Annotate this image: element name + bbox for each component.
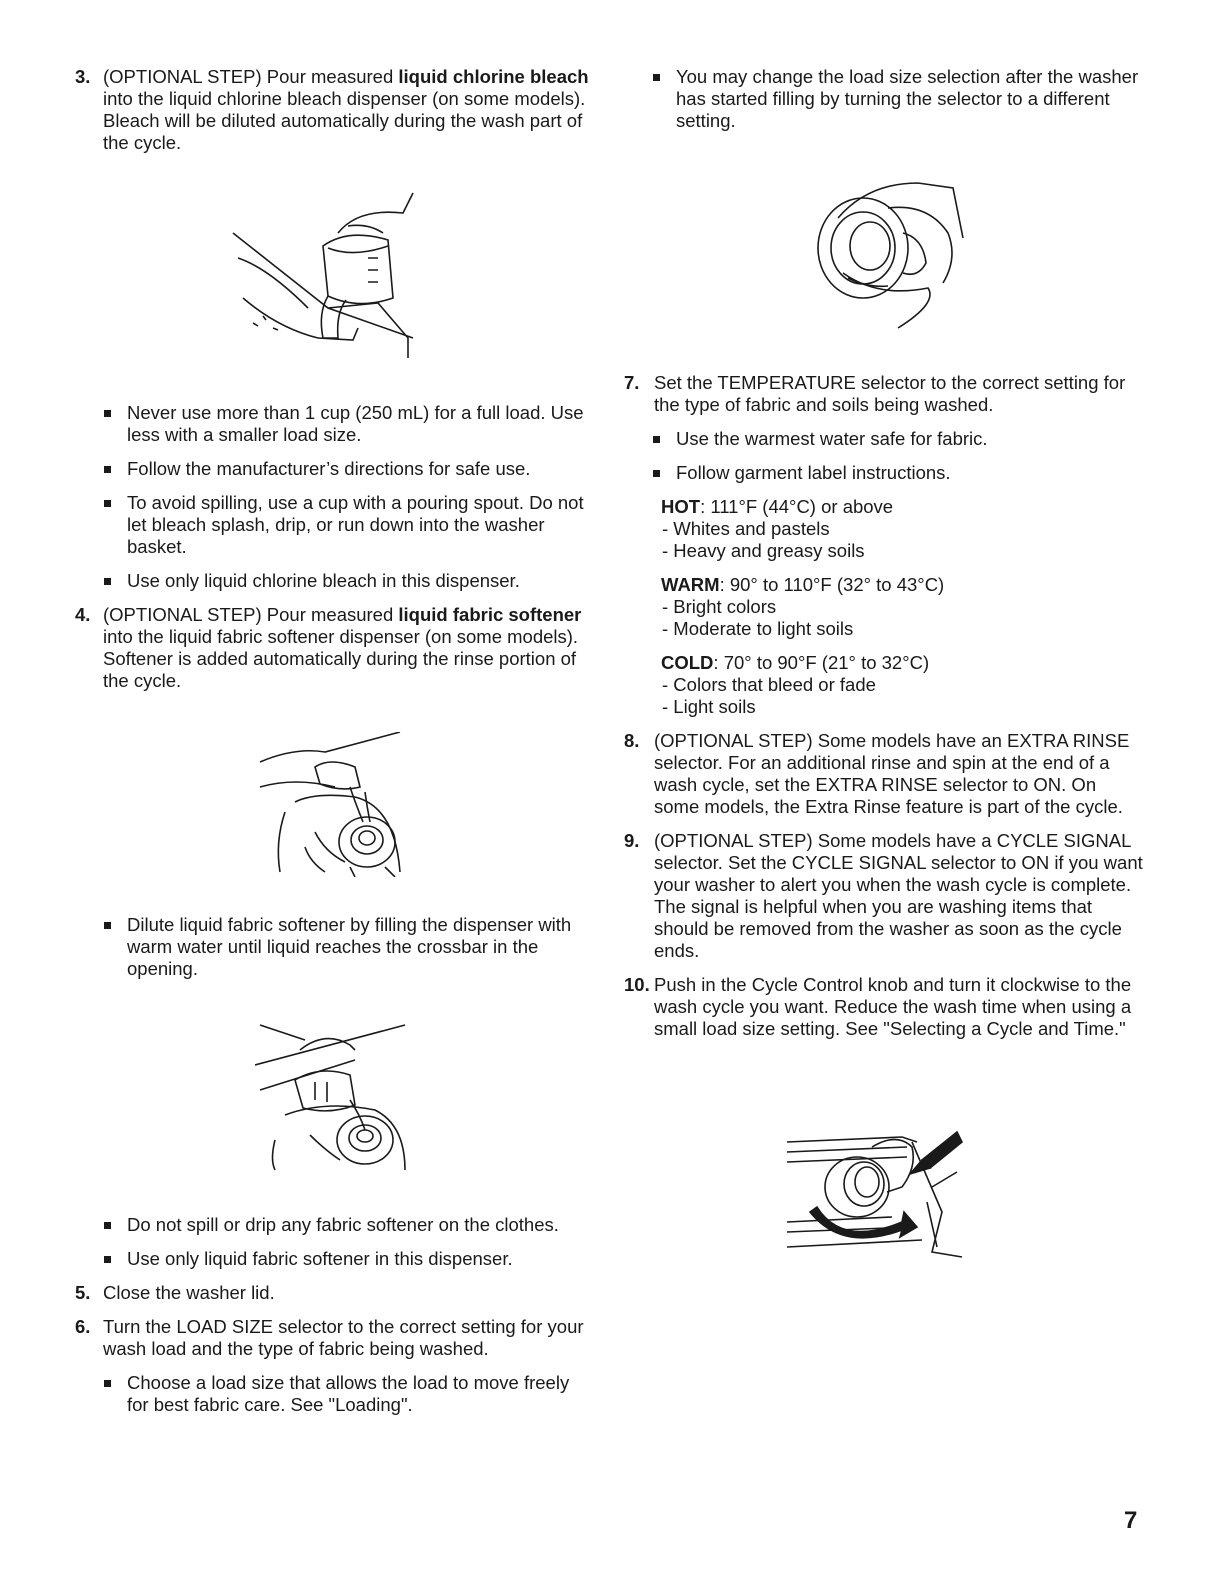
step-text: (OPTIONAL STEP) Some models have a CYCLE SIGNAL selector. Set the CYCLE SIGNAL selector to ON if you want your washer to alert you when the wash cycle is complete. The signal is helpful when you are washing items that should be removed from the washer as soon as the cycle ends.: [654, 830, 1143, 961]
temperature-section: [624, 372, 1144, 1040]
setting-range: : 70° to 90°F (21° to 32°C): [713, 652, 930, 673]
step-text: Close the washer lid.: [103, 1282, 275, 1303]
softener-bullets-2: [75, 1214, 595, 1416]
warm-setting: [624, 574, 1144, 640]
step-text: Set the TEMPERATURE selector to the correct setting for the type of fabric and soils being washed.: [654, 372, 1126, 415]
softener-pour-illustration: [255, 732, 405, 877]
setting-item: - Whites and pastels: [662, 518, 830, 539]
step-text: Push in the Cycle Control knob and turn it clockwise to the wash cycle you want. Reduce the wash time when using a small load size setting. See "Selecting a Cycle and Time.": [654, 974, 1132, 1039]
step-6: [75, 1316, 595, 1360]
setting-range: : 90° to 110°F (32° to 43°C): [719, 574, 945, 595]
setting-label: COLD: [661, 652, 714, 673]
setting-label: WARM: [661, 574, 720, 595]
step-number: 10.: [624, 974, 650, 995]
bleach-bullets: [75, 402, 595, 692]
step-5: [75, 1282, 595, 1304]
bleach-pour-illustration: [228, 188, 418, 360]
step-text: (OPTIONAL STEP) Pour measured: [103, 604, 399, 625]
bullet-item: You may change the load size selection after the washer has started filling by turning the selector to a different setting.: [651, 66, 1144, 132]
load-size-selector-illustration: [808, 178, 968, 333]
step-bold-term: liquid chlorine bleach: [398, 66, 589, 87]
bullet-item: To avoid spilling, use a cup with a pouring spout. Do not let bleach splash, drip, or run down into the washer basket.: [102, 492, 595, 558]
step-number: 9.: [624, 830, 640, 851]
bullet-item: Follow garment label instructions.: [651, 462, 1144, 484]
setting-item: - Colors that bleed or fade: [662, 674, 876, 695]
bullet-item: Choose a load size that allows the load to move freely for best fabric care. See "Loading".: [102, 1372, 595, 1416]
bullet-item: Do not spill or drip any fabric softener on the clothes.: [102, 1214, 595, 1236]
step-text: (OPTIONAL STEP) Pour measured: [103, 66, 399, 87]
step-number: 8.: [624, 730, 640, 751]
setting-label: HOT: [661, 496, 701, 517]
bullet-item: Never use more than 1 cup (250 mL) for a full load. Use less with a smaller load size.: [102, 402, 595, 446]
bullet-item: Dilute liquid fabric softener by filling the dispenser with warm water until liquid reaches the crossbar in the opening.: [102, 914, 595, 980]
step-number: 7.: [624, 372, 640, 393]
cold-setting: [624, 652, 1144, 718]
page-number: 7: [1124, 1507, 1138, 1534]
step-text: (OPTIONAL STEP) Some models have an EXTRA RINSE selector. For an additional rinse and spin at the end of a wash cycle, set the EXTRA RINSE selector to ON. On some models, the Extra Rinse feature is part of the cycle.: [654, 730, 1130, 817]
step-bold-term: liquid fabric softener: [398, 604, 582, 625]
setting-item: - Light soils: [662, 696, 756, 717]
setting-item: - Bright colors: [662, 596, 777, 617]
cycle-control-knob-illustration: [782, 1112, 972, 1262]
setting-item: - Heavy and greasy soils: [662, 540, 865, 561]
hot-setting: [624, 496, 1144, 562]
step-number: 4.: [75, 604, 91, 625]
bullet-item: Use the warmest water safe for fabric.: [651, 428, 1144, 450]
bullet-item: Use only liquid chlorine bleach in this dispenser.: [102, 570, 595, 592]
step-8: [624, 730, 1144, 818]
step-7: [624, 372, 1144, 416]
load-change-bullet: [624, 66, 1144, 132]
softener-bullet-1: [75, 914, 595, 980]
step-number: 3.: [75, 66, 91, 87]
step-3: [75, 66, 595, 154]
step-10: [624, 974, 1144, 1040]
step-number: 5.: [75, 1282, 91, 1303]
step-text: into the liquid chlorine bleach dispenser (on some models). Bleach will be diluted automatically during the wash part of the cycle.: [103, 88, 586, 153]
dilute-softener-illustration: [255, 1020, 410, 1172]
step-number: 6.: [75, 1316, 91, 1337]
setting-item: - Moderate to light soils: [662, 618, 854, 639]
step-text: into the liquid fabric softener dispenser (on some models). Softener is added automatically during the rinse portion of the cycle.: [103, 626, 579, 691]
step-text: Turn the LOAD SIZE selector to the correct setting for your wash load and the type of fabric being washed.: [103, 1316, 584, 1359]
step-9: [624, 830, 1144, 962]
bullet-item: Follow the manufacturer’s directions for safe use.: [102, 458, 595, 480]
bullet-item: Use only liquid fabric softener in this dispenser.: [102, 1248, 595, 1270]
setting-range: : 111°F (44°C) or above: [700, 496, 894, 517]
